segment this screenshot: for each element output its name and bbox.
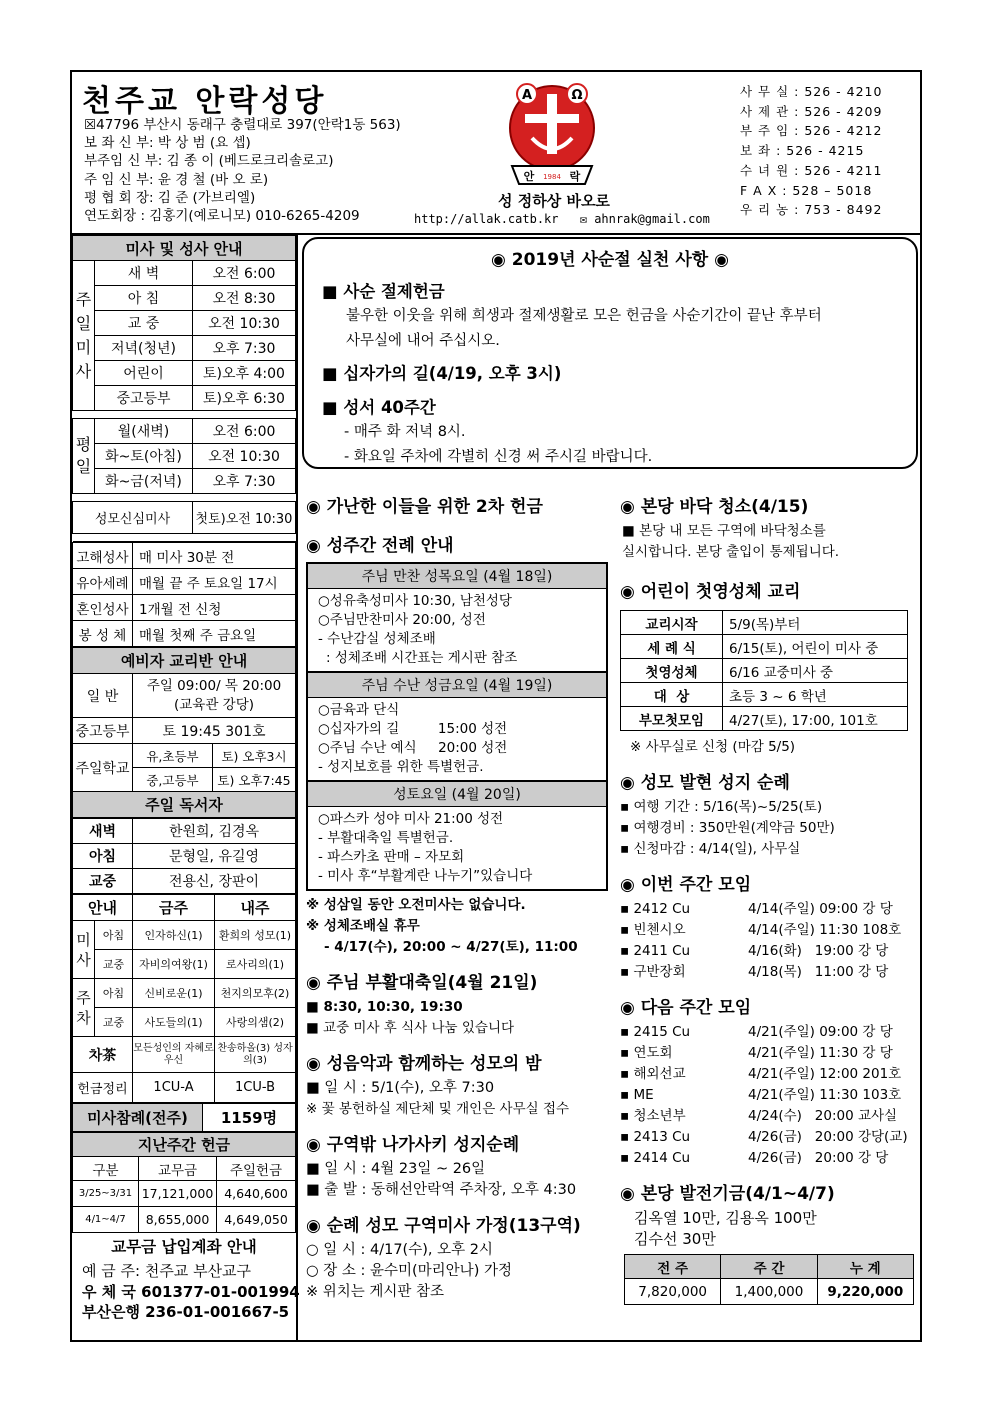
schedule-line: ○주님 수난 예식 20:00 성전 — [318, 740, 508, 756]
pilgrim-line: ■ 출 발 : 동해선안락역 주차장, 오후 4:30 — [306, 1182, 577, 1198]
money-next: 1CU-B — [215, 1073, 296, 1103]
holy-saturday-box — [308, 780, 606, 889]
note-line: ※ 성삼일 동안 오전미사는 없습니다. — [306, 897, 526, 913]
schedule-line: - 성지보호를 위한 특별헌금. — [318, 759, 484, 775]
sacrament-name: 유아세례 — [73, 569, 133, 595]
meeting-name: ▪ 연도회 — [620, 1045, 673, 1061]
guide-time: 아침 — [95, 921, 133, 950]
mass-name: 화~토(아침) — [95, 444, 193, 469]
kids-value: 6/16 교중미사 중 — [723, 659, 908, 683]
music-line: ※ 꽃 봉헌하실 제단체 및 개인은 사무실 접수 — [306, 1101, 570, 1117]
sacrament-name: 고해성사 — [73, 543, 133, 569]
offering-period: 3/25~3/31 — [73, 1181, 139, 1207]
money-label: 헌금정리 — [73, 1073, 133, 1103]
fund-total: 9,220,000 — [817, 1279, 913, 1305]
meeting-row — [620, 1148, 920, 1169]
mass-time: 토)오후 4:00 — [193, 361, 296, 386]
note-line: - 4/17(수), 20:00 ~ 4/27(토), 11:00 — [324, 939, 578, 955]
tea-label: 차茶 — [73, 1037, 133, 1073]
fund-heading: ◉ 본당 발전기금(4/1~4/7) — [620, 1184, 835, 1204]
school-group: 중,고등부 — [133, 768, 213, 792]
sacrament-info: 매월 첫째 주 금요일 — [133, 621, 296, 647]
mass-name: 교 중 — [95, 311, 193, 336]
pilgrimage-line: ▪ 신청마감 : 4/14(일), 사무실 — [620, 841, 801, 857]
fund-h: 누 계 — [817, 1255, 913, 1279]
lent-item-heading: ■ 사순 절제헌금 — [322, 282, 445, 301]
meeting-row — [620, 1085, 920, 1106]
logo-omega: Ω — [571, 88, 583, 103]
pilgrimage-heading: ◉ 성모 발현 성지 순례 — [620, 773, 790, 793]
offering-h: 주일헌금 — [217, 1157, 296, 1181]
tea-next: 찬송하올(3) 성자의(3) — [215, 1037, 296, 1073]
meeting-time: 4/26(금) 20:00 강당(교) — [748, 1129, 908, 1145]
holy-thursday-body — [308, 589, 606, 671]
meeting-name: ▪ 2411 Cu — [620, 943, 691, 959]
kids-note: ※ 사무실로 신청 (마감 5/5) — [630, 739, 796, 755]
offering-title: 지난주간 헌금 — [73, 1133, 296, 1157]
easter-line: ■ 8:30, 10:30, 19:30 — [306, 999, 463, 1015]
this-week-list — [620, 899, 920, 983]
meeting-row — [620, 1022, 920, 1043]
schedule-line: ○파스카 성야 미사 21:00 성전 — [318, 811, 504, 827]
meeting-row — [620, 1106, 920, 1127]
meeting-name: ▪ 2413 Cu — [620, 1129, 691, 1145]
mass-time: 오후 7:30 — [193, 469, 296, 494]
mass-name: 월(새벽) — [95, 419, 193, 444]
logo-year: 1984 — [543, 173, 561, 181]
youth-time: 토 19:45 301호 — [133, 718, 296, 744]
guide-time: 아침 — [95, 979, 133, 1008]
meeting-time: 4/14(주일) 09:00 강 당 — [748, 901, 893, 917]
attendance-label: 미사참례(전주) — [73, 1104, 203, 1132]
right-column — [620, 492, 920, 1305]
lent-item-heading: ■ 성서 40주간 — [322, 398, 436, 417]
account-bank: 부산은행 236-01-001667-5 — [82, 1303, 290, 1321]
easter-line: ■ 교중 미사 후 식사 나눔 있습니다 — [306, 1020, 515, 1036]
league-president: 연도회장 : 김홍기(예로니모) 010-6265-4209 — [84, 208, 360, 225]
lent-item-text: - 화요일 주차에 각별히 신경 써 주시길 바랍니다. — [344, 449, 653, 465]
meeting-time: 4/16(화) 19:00 강 당 — [748, 943, 889, 959]
logo-alpha: A — [521, 88, 533, 103]
music-heading: ◉ 성음악과 함께하는 성모의 밤 — [306, 1054, 542, 1074]
meeting-time: 4/21(주일) 12:00 201호 — [748, 1066, 902, 1082]
kids-label: 교리시작 — [621, 611, 723, 635]
mass-time: 오전 8:30 — [193, 286, 296, 311]
holy-thursday-title: 주님 만찬 성목요일 (4월 18일) — [308, 564, 606, 589]
guide-this: 사도들의(1) — [133, 1008, 215, 1037]
readers-table — [72, 818, 296, 894]
web-links — [414, 212, 710, 226]
offering-period: 4/1~4/7 — [73, 1207, 139, 1233]
bulletin-page — [70, 70, 922, 1342]
meeting-row — [620, 941, 920, 962]
meeting-name: ▪ 해외선교 — [620, 1066, 686, 1082]
holyweek-schedule — [306, 562, 608, 891]
schedule-line: - 미사 후“부활계란 나누기”있습니다 — [318, 868, 533, 884]
mass-time: 오전 10:30 — [193, 311, 296, 336]
logo-an: 안 — [523, 170, 535, 183]
reader-names: 전용신, 장판이 — [133, 869, 296, 894]
good-friday-body — [308, 698, 606, 780]
kids-value: 5/9(목)부터 — [723, 611, 908, 635]
meeting-time: 4/18(목) 11:00 강 당 — [748, 964, 889, 980]
schedule-line: : 성체조배 시간표는 게시판 참조 — [326, 650, 518, 666]
meeting-name: ▪ 청소년부 — [620, 1108, 686, 1124]
kids-value: 6/15(토), 어린이 미사 중 — [723, 635, 908, 659]
associate-priest: 부주임 신 부: 김 종 이 (베드로크리솔로고) — [84, 153, 334, 170]
mass-name: 화~금(저녁) — [95, 469, 193, 494]
guide-next: 천지의모후(2) — [215, 979, 296, 1008]
next-week-list — [620, 1022, 920, 1169]
attendance-table — [72, 1103, 296, 1132]
phone-assistant: 보 좌 : 526 - 4215 — [740, 143, 865, 159]
clean-line: ■ 본당 내 모든 구역에 바닥청소를 — [622, 523, 826, 539]
address: ☒47796 부산시 동래구 충렬대로 397(안락1동 563) — [84, 117, 401, 133]
general-place: (교육관 강당) — [173, 696, 255, 713]
offering-h: 구분 — [73, 1157, 139, 1181]
patron-saint: 성 정하상 바오로 — [498, 192, 610, 210]
mass-name: 새 벽 — [95, 261, 193, 286]
money-this: 1CU-A — [133, 1073, 215, 1103]
mass-time: 토)오후 6:30 — [193, 386, 296, 411]
kids-value: 4/27(토), 17:00, 101호 — [723, 707, 908, 731]
fund-h: 주 간 — [721, 1255, 817, 1279]
guide-time: 교중 — [95, 1008, 133, 1037]
mass-time: 오전 6:00 — [193, 419, 296, 444]
phone-convent: 수 녀 원 : 526 - 4211 — [740, 162, 883, 178]
reader-mass: 교중 — [73, 869, 133, 894]
phone-rectory: 사 제 관 : 526 - 4209 — [740, 103, 883, 119]
meeting-name: ▪ 2415 Cu — [620, 1024, 691, 1040]
mass-name: 중고등부 — [95, 386, 193, 411]
middle-column — [306, 492, 608, 1303]
guide-this: 인자하신(1) — [133, 921, 215, 950]
mary-mass-label: 성모신심미사 — [73, 502, 193, 534]
meeting-row — [620, 962, 920, 983]
music-line: ■ 일 시 : 5/1(수), 오후 7:30 — [306, 1080, 495, 1096]
lent-item-heading: ■ 십자가의 길(4/19, 오후 3시) — [322, 364, 562, 383]
header — [72, 72, 920, 235]
offering-sunday: 4,649,050 — [217, 1207, 296, 1233]
catechumen-table — [72, 647, 296, 818]
holy-thursday-box — [308, 564, 606, 671]
phone-directory — [740, 82, 882, 220]
fund-week: 1,400,000 — [721, 1279, 817, 1305]
school-time: 토) 오후7:45 — [213, 768, 296, 792]
general-time — [133, 674, 296, 718]
account-holder: 예 금 주: 천주교 부산교구 — [82, 1262, 252, 1280]
meeting-name: ▪ 2414 Cu — [620, 1150, 691, 1166]
guide-this: 자비의여왕(1) — [133, 950, 215, 979]
kids-label: 부모첫모임 — [621, 707, 723, 731]
fund-table — [624, 1254, 914, 1305]
mass-name: 어린이 — [95, 361, 193, 386]
sacrament-table — [72, 542, 296, 647]
sacrament-info: 매월 끝 주 토요일 17시 — [133, 569, 296, 595]
schedule-line: - 부활대축일 특별헌금. — [318, 830, 454, 846]
mass-time: 오후 7:30 — [193, 336, 296, 361]
kids-label: 첫영성체 — [621, 659, 723, 683]
guide-this: 신비로운(1) — [133, 979, 215, 1008]
email-link[interactable]: ahnrak@gmail.com — [594, 212, 710, 226]
lent-box — [302, 237, 918, 469]
holy-saturday-title: 성토요일 (4월 20일) — [308, 782, 606, 807]
phone-fax: F A X : 528 – 5018 — [740, 182, 873, 198]
offering-tithe: 8,655,000 — [139, 1207, 217, 1233]
pilgrimage-line: ▪ 여행경비 : 350만원(계약금 50만) — [620, 820, 835, 836]
guide-next: 사랑의샘(2) — [215, 1008, 296, 1037]
schedule-line: ○금육과 단식 — [318, 702, 400, 718]
pilgrimage-line: ▪ 여행 기간 : 5/16(목)~5/25(토) — [620, 799, 823, 815]
guide-h-label: 안내 — [73, 895, 133, 921]
youth-label: 중고등부 — [73, 718, 133, 744]
phone-office: 사 무 실 : 526 - 4210 — [740, 84, 883, 99]
guide-next: 환희의 성모(1) — [215, 921, 296, 950]
lent-item-text: - 매주 화 저녁 8시. — [344, 424, 466, 440]
sacrament-info: 1개월 전 신청 — [133, 595, 296, 621]
meeting-time: 4/26(금) 20:00 강 당 — [748, 1150, 889, 1166]
mass-name: 저녁(청년) — [95, 336, 193, 361]
good-friday-title: 주님 수난 성금요일 (4월 19일) — [308, 673, 606, 698]
assistant-priest: 보 좌 신 부: 박 상 범 (요 셉) — [84, 135, 251, 152]
fund-prev: 7,820,000 — [625, 1279, 721, 1305]
this-week-heading: ◉ 이번 주간 모임 — [620, 875, 752, 895]
school-time: 토) 오후3시 — [213, 744, 296, 768]
logo-rak: 락 — [569, 170, 581, 183]
guide-h-next: 내주 — [215, 895, 296, 921]
schedule-line: ○십자가의 길 15:00 성전 — [318, 721, 508, 737]
meeting-time: 4/21(주일) 11:30 103호 — [748, 1087, 902, 1103]
mass-schedule-title: 미사 및 성사 안내 — [73, 236, 296, 261]
lent-item-text: 불우한 이웃을 위해 희생과 절제생활로 모은 헌금을 사순기간이 끝난 후부터 — [346, 308, 822, 324]
account-list — [72, 1261, 300, 1323]
holy-saturday-body — [308, 807, 606, 889]
mass-time: 오전 6:00 — [193, 261, 296, 286]
general-schedule: 주일 09:00/ 목 20:00 — [146, 677, 282, 694]
kids-heading: ◉ 어린이 첫영성체 교리 — [620, 582, 801, 602]
visit-line: ○ 장 소 : 윤수미(마리안나) 가정 — [306, 1263, 512, 1279]
guide-h-this: 금주 — [133, 895, 215, 921]
offering-h: 교무금 — [139, 1157, 217, 1181]
account-post: 우 체 국 601377-01-001994 — [82, 1282, 300, 1301]
readers-title: 주일 독서자 — [73, 792, 296, 818]
kids-table — [620, 610, 908, 731]
meeting-name: ▪ ME — [620, 1087, 654, 1103]
kids-label: 대 상 — [621, 683, 723, 707]
note-line: ※ 성체조배실 휴무 — [306, 918, 420, 934]
reader-names: 한원희, 김경옥 — [133, 819, 296, 844]
mass-name: 아 침 — [95, 286, 193, 311]
guide-mass-label: 미사 — [73, 921, 95, 979]
reader-names: 문형일, 유길영 — [133, 844, 296, 869]
meeting-row — [620, 1043, 920, 1064]
sunday-mass-label: 주일미사 — [73, 261, 95, 411]
attendance-count: 1159명 — [203, 1104, 296, 1132]
fund-h: 전 주 — [625, 1255, 721, 1279]
meeting-time: 4/21(주일) 11:30 강 당 — [748, 1045, 893, 1061]
parish-title: 천주교 안락성당 — [82, 84, 328, 119]
fund-line: 김수선 30만 — [634, 1230, 716, 1248]
meeting-row — [620, 1064, 920, 1085]
lent-item-text: 사무실에 내어 주십시오. — [346, 333, 500, 349]
left-column — [72, 235, 298, 1340]
pilgrim-line: ■ 일 시 : 4월 23일 ~ 26일 — [306, 1161, 486, 1177]
visit-line: ※ 위치는 게시판 참조 — [306, 1284, 445, 1300]
meeting-name: ▪ 구반장회 — [620, 964, 686, 980]
website-link[interactable]: http://allak.catb.kr — [414, 212, 559, 226]
meeting-row — [620, 920, 920, 941]
schedule-line: - 수난감실 성체조배 — [318, 631, 436, 647]
sunday-school-label: 주일학교 — [73, 744, 133, 792]
mass-schedule-table — [72, 235, 296, 542]
clean-line: 실시합니다. 본당 출입이 통제됩니다. — [622, 544, 840, 560]
schedule-line: ○주님만찬미사 20:00, 성전 — [318, 612, 486, 628]
guide-next: 로사리의(1) — [215, 950, 296, 979]
council-president: 평 협 회 장: 김 준 (가브리엘) — [84, 189, 256, 206]
phone-farm: 우 리 농 : 753 - 8492 — [740, 202, 883, 218]
guide-time: 교중 — [95, 950, 133, 979]
meeting-time: 4/21(주일) 09:00 강 당 — [748, 1024, 893, 1040]
easter-heading: ◉ 주님 부활대축일(4월 21일) — [306, 973, 538, 993]
sacrament-info: 매 미사 30분 전 — [133, 543, 296, 569]
offering-table — [72, 1132, 296, 1233]
meeting-row — [620, 1127, 920, 1148]
guide-table — [72, 894, 296, 1103]
schedule-line: - 파스카초 판매 – 자모회 — [318, 849, 465, 865]
lent-title: ◉ 2019년 사순절 실천 사항 ◉ — [491, 250, 729, 270]
mass-time: 오전 10:30 — [193, 444, 296, 469]
meeting-time: 4/14(주일) 11:30 108호 — [748, 922, 902, 938]
weekday-mass-label: 평일 — [73, 419, 95, 494]
kids-value: 초등 3 ~ 6 학년 — [723, 683, 908, 707]
good-friday-box — [308, 671, 606, 780]
school-group: 유,초등부 — [133, 744, 213, 768]
second-collection-heading: ◉ 가난한 이들을 위한 2차 헌금 — [306, 497, 543, 517]
pilgrim-heading: ◉ 구역밖 나가사키 성지순례 — [306, 1135, 520, 1155]
holyweek-heading: ◉ 성주간 전례 안내 — [306, 536, 454, 556]
meeting-row — [620, 899, 920, 920]
visit-line: ○ 일 시 : 4/17(수), 오후 2시 — [306, 1242, 493, 1258]
next-week-heading: ◉ 다음 주간 모임 — [620, 998, 752, 1018]
mary-mass-time: 첫토)오전 10:30 — [193, 502, 296, 534]
parish-info — [84, 116, 401, 225]
tea-this: 모든성인의 자혜로우신 — [133, 1037, 215, 1073]
fund-line: 김옥열 10만, 김용옥 100만 — [634, 1209, 817, 1227]
meeting-time: 4/24(수) 20:00 교사실 — [748, 1108, 898, 1124]
mail-icon: ✉ — [579, 212, 587, 226]
offering-tithe: 17,121,000 — [139, 1181, 217, 1207]
pastor: 주 임 신 부: 윤 경 철 (바 오 로) — [84, 171, 269, 188]
general-label: 일 반 — [73, 674, 133, 718]
offering-sunday: 4,640,600 — [217, 1181, 296, 1207]
catechumen-title: 예비자 교리반 안내 — [73, 648, 296, 674]
clean-heading: ◉ 본당 바닥 청소(4/15) — [620, 497, 809, 517]
sacrament-name: 봉 성 체 — [73, 621, 133, 647]
meeting-name: ▪ 2412 Cu — [620, 901, 691, 917]
guide-parking-label: 주차 — [73, 979, 95, 1037]
account-title: 교무금 납입계좌 안내 — [111, 1238, 257, 1256]
parish-logo-icon — [497, 80, 607, 188]
schedule-line: ○성유축성미사 10:30, 남천성당 — [318, 593, 512, 609]
phone-associate: 부 주 임 : 526 - 4212 — [740, 123, 883, 139]
reader-mass: 아침 — [73, 844, 133, 869]
reader-mass: 새벽 — [73, 819, 133, 844]
visit-heading: ◉ 순례 성모 구역미사 가정(13구역) — [306, 1216, 581, 1236]
kids-label: 세 례 식 — [621, 635, 723, 659]
sacrament-name: 혼인성사 — [73, 595, 133, 621]
meeting-name: ▪ 빈첸시오 — [620, 922, 686, 938]
